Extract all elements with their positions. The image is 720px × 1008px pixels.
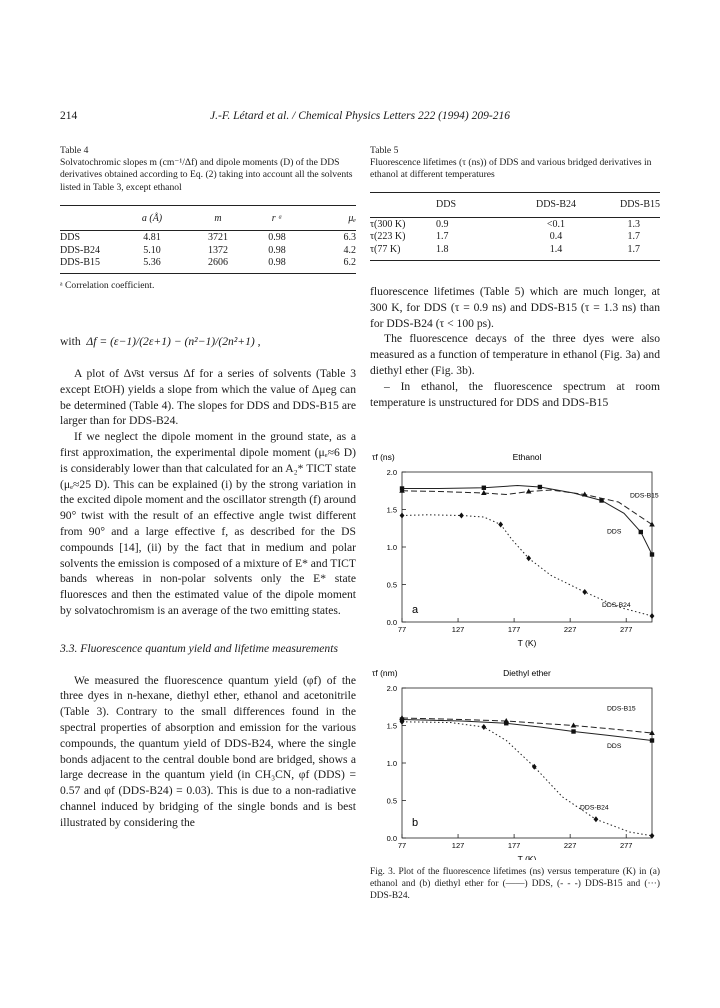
series-line-dds-b15 [402, 490, 652, 525]
table-header-cell: m [214, 212, 222, 224]
paragraph: If we neglect the dipole moment in the ground state, as a first approximation, the experimental dipole moment (μₑ≈6 D) is considerably lower than that calculated for an A₂* TICT state (μₑ≈25 D). This can be explained (i) by the strong variation in the excited dipole moment and the oscillator strength (f) around 90° twist with the result of an effective angle twist different from 90° and a large effective f, as described for the DS compounds [14], (ii) by the fact that in medium and polar solvents the emission is composed of a mixture of E* and TICT bands whereas in non-polar solvents only the E* state fluoresces and then the estimated value of the dipole moment by solvatochromism is an average of the two emitting states. [60, 430, 356, 617]
data-point [481, 490, 487, 495]
table-4-footnote: ᵃ Correlation coefficient. [60, 279, 155, 291]
figure-3-svg [362, 440, 662, 860]
table-cell: <0.1 [546, 218, 566, 230]
y-tick-label: 0.5 [386, 796, 397, 806]
page-number: 214 [60, 110, 78, 122]
paragraph: – In ethanol, the fluorescence spectrum at room temperature is unstructured for DDS and DDS-B15 [370, 379, 660, 409]
table-cell: 0.98 [268, 232, 286, 244]
table-row [60, 256, 356, 269]
data-point [571, 723, 577, 728]
equation-prefix: with [60, 335, 81, 348]
series-label: DDS-B24 [580, 804, 609, 812]
y-tick-label: 0.5 [386, 580, 397, 590]
x-axis-label: T (K) [517, 854, 537, 860]
table-cell: 0.9 [436, 218, 449, 230]
table-header-cell: a (Å) [141, 212, 163, 224]
x-tick-label: 277 [619, 841, 633, 850]
table-4-header-row [60, 212, 356, 225]
table-cell: DDS-B15 [60, 257, 101, 269]
table-header-cell [370, 199, 436, 212]
x-tick-label: 227 [563, 841, 577, 850]
equation: Δf = (ε−1)/(2ε+1) − (n²−1)/(2n²+1) , [86, 335, 261, 348]
series-line-dds [402, 486, 652, 555]
x-tick-label: 77 [397, 841, 407, 850]
table-header-cell [60, 212, 116, 225]
table-header-cell: r ᵃ [271, 212, 283, 224]
y-tick-label: 0.0 [386, 834, 397, 843]
table-5 [370, 199, 660, 256]
table-4-title: Table 4 [60, 145, 89, 156]
x-tick-label: 127 [451, 841, 465, 850]
table-cell: 1.7 [436, 231, 449, 243]
data-point [650, 738, 654, 742]
figure-3 [362, 440, 662, 860]
table-cell: τ(77 K) [370, 243, 401, 255]
table-header-cell: DDS-B24 [535, 199, 576, 211]
table-4-caption: Solvatochromic slopes m (cm⁻¹/Δf) and dipole moments (D) of the DDS derivatives obtained according to Eq. (2) taking into account all the solvents listed in Table 3, except ethanol [60, 157, 353, 193]
series-label: DDS-B15 [607, 705, 636, 713]
left-column [60, 322, 356, 831]
table-header-cell: μₑ [348, 212, 356, 224]
series-label: DDS [607, 528, 622, 536]
table-cell: 6.2 [343, 257, 356, 269]
x-axis-label: T (K) [517, 638, 537, 648]
running-header [60, 110, 660, 126]
table-cell: 2606 [208, 257, 228, 269]
table-cell: 1.3 [627, 218, 640, 230]
x-tick-label: 177 [507, 625, 521, 634]
y-tick-label: 2.0 [386, 684, 397, 693]
series-line-dds-b24 [402, 722, 652, 836]
series-label: DDS [607, 743, 622, 750]
data-point [538, 485, 542, 489]
y-tick-label: 1.0 [386, 759, 397, 768]
paragraph: The fluorescence decays of the three dyes were also measured as a function of temperature in ethanol (Fig. 3a) and diethyl ether (Fig. 3b). [370, 332, 660, 377]
table-5-caption: Fluorescence lifetimes (τ (ns)) of DDS and various bridged derivatives in ethanol at different temperatures [370, 157, 652, 181]
data-point [650, 613, 655, 619]
table-header-cell: DDS-B15 [619, 199, 660, 211]
table-cell: τ(223 K) [370, 231, 406, 243]
table-cell: τ(300 K) [370, 218, 406, 230]
y-tick-label: 2.0 [386, 468, 397, 477]
data-point [481, 724, 486, 730]
table-row [370, 218, 660, 231]
y-axis-label: τf (ns) [372, 452, 395, 462]
panel-letter: b [412, 817, 419, 829]
x-tick-label: 277 [619, 625, 633, 634]
table-5-title: Table 5 [370, 145, 399, 156]
x-tick-label: 177 [507, 841, 521, 850]
table-cell: 4.81 [143, 232, 161, 244]
table-cell: 1.8 [436, 243, 449, 255]
x-tick-label: 127 [451, 625, 465, 634]
data-point [400, 513, 405, 519]
table-4-block [60, 145, 356, 292]
table-4 [60, 212, 356, 269]
data-point [639, 530, 643, 534]
paragraph: A plot of Δν̄st versus Δf for a series of solvents (Table 3 except EtOH) yields a slope from which the value of Δμeg can be determined (Table 4). The slopes for DDS and DDS-B15 are larger than for DDS-B24. [60, 367, 356, 428]
panel-title: Ethanol [512, 452, 542, 462]
table-row [60, 231, 356, 244]
y-tick-label: 1.0 [386, 543, 397, 552]
paragraph: fluorescence lifetimes (Table 5) which are much longer, at 300 K, for DDS (τ = 0.9 ns) and DDS-B15 (τ = 1.3 ns) than for DDS-B24 (τ < 100 ps). [370, 285, 660, 330]
series-line-dds [402, 720, 652, 741]
table-row [370, 231, 660, 244]
table-cell: 5.10 [143, 244, 161, 256]
table-cell: 6.3 [343, 232, 356, 244]
table-cell: DDS [60, 232, 81, 244]
table-cell: 1.7 [627, 243, 640, 255]
table-cell: 3721 [208, 232, 228, 244]
paragraph: We measured the fluorescence quantum yield (φf) of the three dyes in n-hexane, diethyl ether, ethanol and acetonitrile (Table 3). Contrary to the small differences found in the spectral properties of absorption and emission for the various compounds, the quantum yield of DDS-B24, where the single bonds adjacent to the central double bond are bridged, shows a large decrease in the quantum yield (in CH₃CN, φf (DDS) = 0.57 and φf (DDS-B24) = 0.03). This is due to a non-radiative channel induced by bridging of the single bonds and is best illustrated by considering the [60, 673, 356, 829]
data-point [649, 522, 655, 527]
running-title: J.-F. Létard et al. / Chemical Physics Letters 222 (1994) 209-216 [210, 110, 510, 122]
series-label: DDS-B24 [602, 602, 631, 609]
y-tick-label: 0.0 [386, 618, 397, 627]
table-header-cell: DDS [436, 199, 457, 211]
data-point [571, 729, 575, 733]
table-row [60, 244, 356, 257]
series-label: DDS-B15 [630, 492, 659, 500]
table-cell: DDS-B24 [60, 244, 101, 256]
data-point [498, 522, 503, 528]
table-cell: 1.4 [549, 243, 563, 255]
plot-frame [402, 472, 652, 622]
table-cell: 0.4 [549, 231, 563, 243]
equation-line [60, 322, 356, 362]
y-tick-label: 1.5 [386, 721, 397, 731]
panel-title: Diethyl ether [503, 668, 551, 678]
right-column [370, 284, 660, 410]
table-cell: 0.98 [268, 257, 286, 269]
data-point [482, 486, 486, 490]
x-tick-label: 227 [563, 625, 577, 634]
table-cell: 1372 [208, 244, 228, 256]
table-cell: 0.98 [268, 244, 286, 256]
table-cell: 4.2 [343, 244, 356, 256]
data-point [459, 513, 464, 519]
data-point [526, 555, 531, 561]
y-axis-label: τf (nm) [372, 668, 398, 678]
x-tick-label: 77 [397, 625, 407, 634]
table-5-header-row [370, 199, 660, 212]
section-title: 3.3. Fluorescence quantum yield and lifetime measurements [60, 641, 338, 655]
table-5-block [370, 145, 660, 261]
table-cell: 1.7 [627, 231, 640, 243]
figure-caption: Fig. 3. Plot of the fluorescence lifetimes (ns) versus temperature (K) in (a) ethanol and (b) diethyl ether for (——) DDS, (- - -) DDS-B15 and (···) DDS-B24. [370, 867, 660, 901]
table-row [370, 243, 660, 256]
table-cell: 5.36 [143, 257, 161, 269]
y-tick-label: 1.5 [386, 505, 397, 515]
data-point [650, 552, 654, 556]
data-point [582, 589, 587, 595]
panel-letter: a [412, 604, 419, 616]
data-point [594, 816, 599, 822]
